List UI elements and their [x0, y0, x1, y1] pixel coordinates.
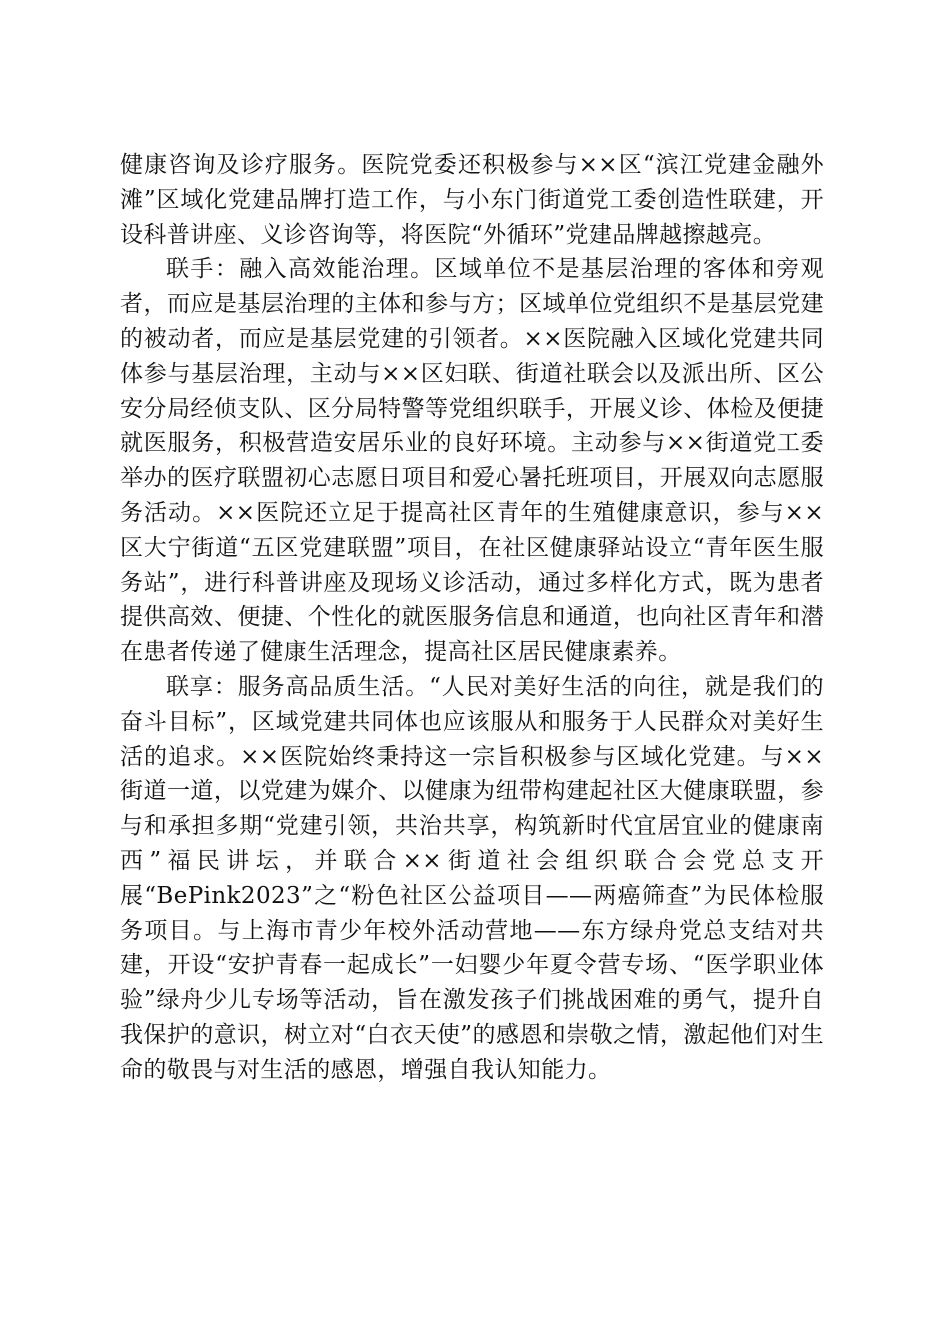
paragraph-continuation: 健康咨询及诊疗服务。医院党委还积极参与××区“滨江党建金融外滩”区域化党建品牌打造工作，与小东门街道党工委创造性联建，开设科普讲座、义诊咨询等，将医院“外循环”党建品牌越擦越亮。 [120, 152, 824, 248]
paragraph-lianxiang: 联享：服务高品质生活。“人民对美好生活的向往，就是我们的奋斗目标”，区域党建共同体也应该服从和服务于人民群众对美好生活的追求。××医院始终秉持这一宗旨积极参与区域化党建。与××街道一道，以党建为媒介、以健康为纽带构建起社区大健康联盟，参与和承担多期“党建引领，共治共享，构筑新时代宜居宜业的健康南西”福民讲坛，并联合××街道社会组织联合会党总支开展“BePink2023”之“粉色社区公益项目——两癌筛查”为民体检服务项目。与上海市青少年校外活动营地——东方绿舟党总支结对共建，开设“安护青春一起成长”一妇婴少年夏令营专场、“医学职业体验”绿舟少儿专场等活动，旨在激发孩子们挑战困难的勇气，提升自我保护的意识，树立对“白衣天使”的感恩和崇敬之情，激起他们对生命的敬畏与对生活的感恩，增强自我认知能力。 [120, 673, 824, 1083]
document-body [120, 148, 824, 1088]
paragraph-lianshou: 联手：融入高效能治理。区域单位不是基层治理的客体和旁观者，而应是基层治理的主体和参与方；区域单位党组织不是基层党建的被动者，而应是基层党建的引领者。××医院融入区域化党建共同体参与基层治理，主动与××区妇联、街道社联会以及派出所、区公安分局经侦支队、区分局特警等党组织联手，开展义诊、体检及便捷就医服务，积极营造安居乐业的良好环境。主动参与××街道党工委举办的医疗联盟初心志愿日项目和爱心暑托班项目，开展双向志愿服务活动。××医院还立足于提高社区青年的生殖健康意识，参与××区大宁街道“五区党建联盟”项目，在社区健康驿站设立“青年医生服务站”，进行科普讲座及现场义诊活动，通过多样化方式，既为患者提供高效、便捷、个性化的就医服务信息和通道，也向社区青年和潜在患者传递了健康生活理念，提高社区居民健康素养。 [120, 256, 824, 666]
